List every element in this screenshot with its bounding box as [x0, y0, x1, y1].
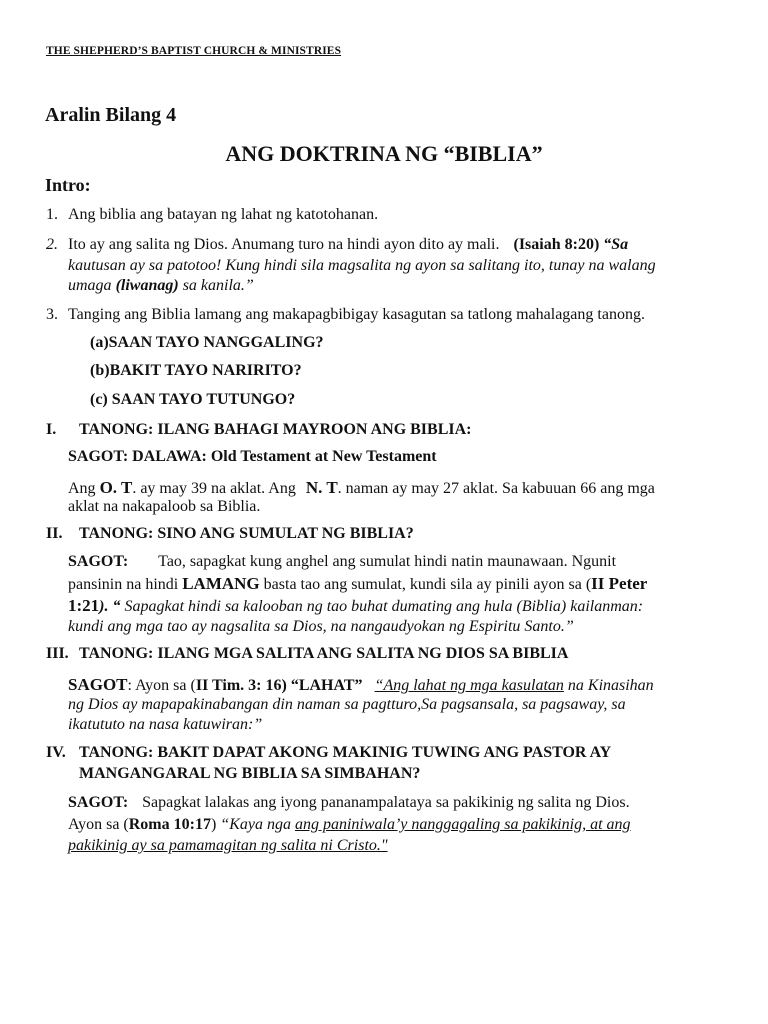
section-paragraph-line: SAGOT: Tao, sapagkat kung anghel ang sumulat hindi natin maunawaan. Ngunit	[68, 553, 617, 570]
intro-item-quote-line: kautusan ay sa patotoo! Kung hindi sila magsalita ng ayon sa salitang ito, tunay na walang	[68, 257, 656, 274]
lesson-number: Aralin Bilang 4	[45, 104, 177, 126]
section-paragraph-line: ikatututo na nasa katuwiran:”	[68, 716, 263, 733]
quote-start: “Sa	[603, 236, 629, 253]
page-title: ANG DOKTRINA NG “BIBLIA”	[225, 141, 543, 166]
section-paragraph-line: SAGOT: Sapagkat lalakas ang iyong pananampalataya sa pakikinig ng salita ng Dios.	[68, 794, 630, 811]
section-paragraph-line: SAGOT: Ayon sa (II Tim. 3: 16) “LAHAT” “Ang lahat ng mga kasulatan na Kinasihan	[68, 675, 654, 694]
intro-item-number: 1.	[46, 206, 58, 223]
intro-item-number: 2.	[46, 236, 58, 253]
section-numeral: II.	[46, 525, 63, 542]
section-paragraph-line: 1:21). “ Sapagkat hindi sa kalooban ng tao buhat dumating ang hula (Biblia) kailanman:	[68, 596, 644, 615]
intro-item-text	[68, 236, 724, 254]
intro-item-text: Ang biblia ang batayan ng lahat ng katotohanan.	[68, 206, 379, 223]
section-paragraph-line: pansinin na hindi LAMANG basta tao ang sumulat, kundi sila ay pinili ayon sa (II Peter	[68, 574, 648, 593]
section-paragraph-line: Ayon sa (Roma 10:17) “Kaya nga ang paniniwala’y nanggagaling sa pakikinig, at ang	[68, 816, 631, 833]
intro-heading: Intro:	[45, 175, 91, 195]
question-item: (a)SAAN TAYO NANGGALING?	[90, 334, 324, 351]
question-item: (b)BAKIT TAYO NARIRITO?	[90, 362, 302, 379]
section-paragraph-line: ng Dios ay mapapakinabangan din naman sa pagtturo,Sa pagsansala, sa pagsaway, sa	[68, 696, 626, 713]
scripture-reference: (Isaiah 8:20)	[513, 236, 600, 253]
church-header: THE SHEPHERD’S BAPTIST CHURCH & MINISTRIES	[46, 45, 342, 57]
section-paragraph-line: Ang O. T. ay may 39 na aklat. Ang N. T. naman ay may 27 aklat. Sa kabuuan 66 ang mga	[68, 478, 655, 497]
section-numeral: IV.	[46, 744, 66, 761]
section-question: MANGANGARAL NG BIBLIA SA SIMBAHAN?	[79, 765, 421, 782]
section-question: TANONG: ILANG MGA SALITA ANG SALITA NG DIOS SA BIBLIA	[79, 645, 569, 662]
section-paragraph-line: pakikinig ay sa pamamagitan ng salita ni Cristo."	[68, 837, 388, 854]
intro-item-line: Ito ay ang salita ng Dios. Anumang turo na hindi ayon dito ay mali.	[68, 236, 500, 253]
intro-item-text: Tanging ang Biblia lamang ang makapagbibigay kasagutan sa tatlong mahalagang tanong.	[68, 306, 645, 323]
section-question: TANONG: ILANG BAHAGI MAYROON ANG BIBLIA:	[79, 421, 472, 438]
section-question: TANONG: BAKIT DAPAT AKONG MAKINIG TUWING ANG PASTOR AY	[79, 744, 612, 761]
section-numeral: III.	[46, 645, 69, 662]
section-question: TANONG: SINO ANG SUMULAT NG BIBLIA?	[79, 525, 414, 542]
section-paragraph-line: aklat na nakapaloob sa Biblia.	[68, 498, 261, 515]
section-paragraph-line: kundi ang mga tao ay nagsalita sa Dios, na nangaudyokan ng Espiritu Santo.”	[68, 618, 574, 635]
question-item: (c) SAAN TAYO TUTUNGO?	[90, 391, 296, 408]
section-numeral: I.	[46, 421, 57, 438]
section-answer: SAGOT: DALAWA: Old Testament at New Testament	[68, 448, 437, 465]
intro-item-number: 3.	[46, 306, 58, 323]
intro-item-quote-line: umaga (liwanag) sa kanila.”	[68, 277, 254, 294]
